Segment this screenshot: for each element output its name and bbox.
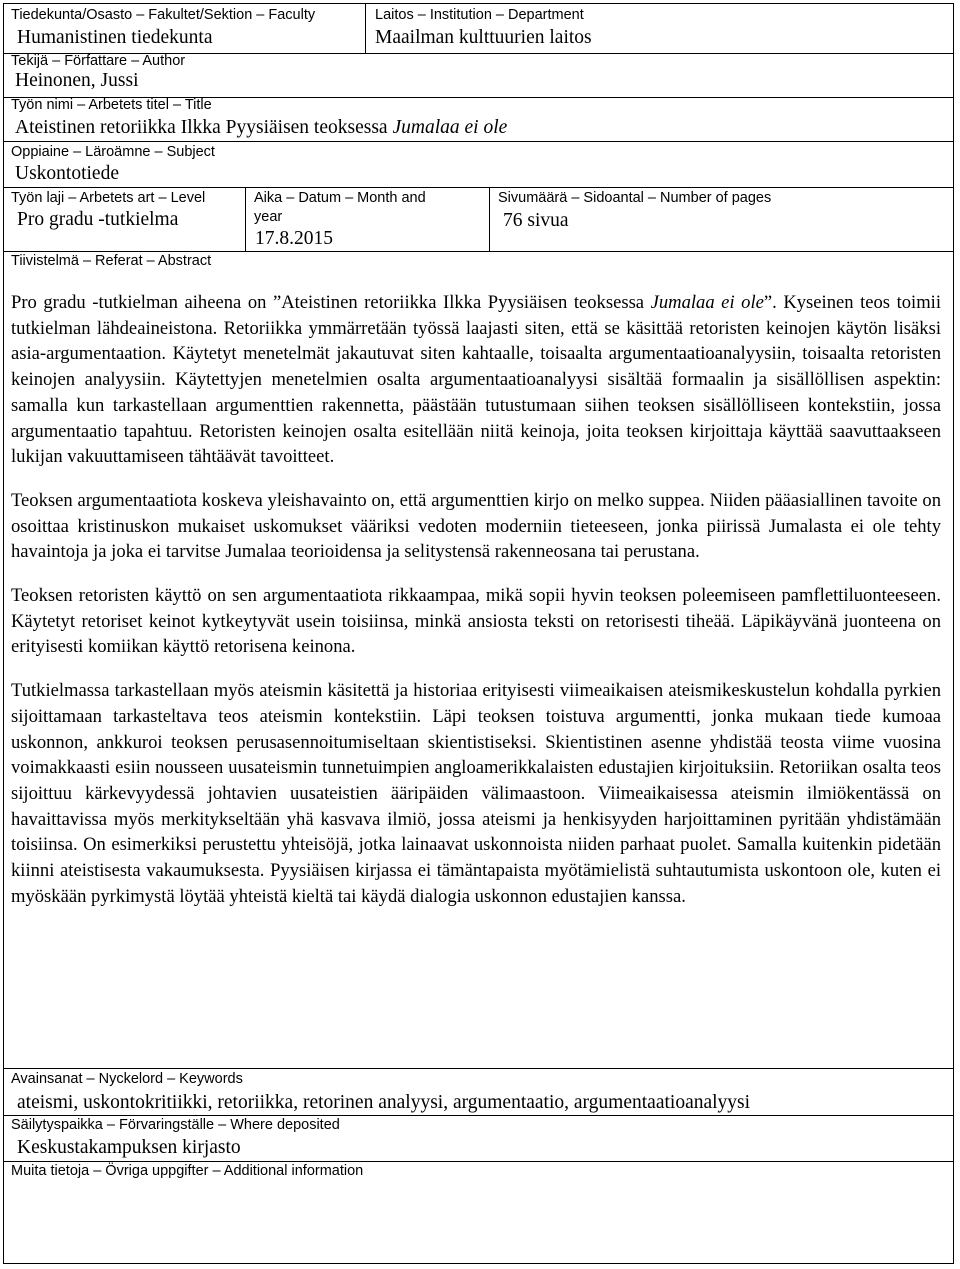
row-divider bbox=[3, 251, 954, 252]
title-label: Työn nimi – Arbetets titel – Title bbox=[11, 97, 212, 113]
abstract-body bbox=[11, 290, 941, 927]
level-value: Pro gradu -tutkielma bbox=[17, 209, 179, 230]
row-divider bbox=[3, 187, 954, 188]
faculty-value: Humanistinen tiedekunta bbox=[17, 27, 213, 48]
row-divider bbox=[3, 1161, 954, 1162]
abstract-paragraph: Teoksen argumentaatiota koskeva yleishavainto on, että argumenttien kirjo on melko suppea. Niiden pääasiallinen tavoite on osoittaa kristinuskon mukaiset uskomukset vääriksi vedoten moderniin tieteeseen, jonka piirissä Jumalasta ei ole tehty havaintoja ja joka ei tarvitse Jumalaa teorioidensa ja selitystensä rakenneosana tai perustana. bbox=[11, 489, 941, 563]
abstract-paragraph: Tutkielmassa tarkastellaan myös ateismin käsitettä ja historiaa erityisesti viimeaikaisen ateismikeskustelun kohdalla pyrkien sijoittamaan tarkasteltava teos ateismin kontekstiin. Läpi teoksen toistuva argumentti, jonka mukaan tiede kumoaa uskonnon, ankkuroi teoksen perusasennoitumiseltaan skientistiseksi. Skientistinen asenne yhdistää teosta viime vuosina voimakkaasti esiin nousseen uusateismin tunnetuimpien angloamerikkalaisten edustajien kirjoituksiin. Retoriikan osalta teos sijoittuu kärkevyydessä johtavien uusateistien ääripäiden välimaastoon. Viimeaikaisessa ateismin ilmiökentässä on havaittavissa myös merkitykseltään yhä kasvava ilmiö, jossa ateismi ja henkisyyden harjoittaminen pyritään yhdistämään toisiinsa. On esimerkiksi perustettu yhteisöjä, jotka lainaavat uskonnoista niiden parhaat puolet. Samalla kuitenkin pidetään kiinni ateistisesta vakaumuksesta. Pyysiäisen kirjassa ei tämäntapaista myötämielistä suhtautumista uskontoon ole, kuten ei myöskään pyrkimystä löytää yhteistä kieltä tai käydä dialogia uskonnon edustajien kanssa. bbox=[11, 680, 941, 907]
thesis-title bbox=[15, 117, 507, 139]
row-divider bbox=[3, 141, 954, 142]
date-pages-divider bbox=[489, 187, 490, 251]
date-label-year: year bbox=[254, 209, 283, 225]
abstract-text: ”. Kyseinen teos toimii tutkielman lähdeaineistona. Retoriikka ymmärretään työssä laajasti siten, että se käsittää retoristen keinojen käytön lisäksi asia-argumentaation. Käytetyt menetelmät jakautuvat siten kahtaalle, toisaalta argumentaatioanalyysiin, toisaalta retoristen keinojen analyysiin. Käytettyjen menetelmien osalta argumentaatioanalyysi sisältää formaalin ja sisällöllisen aspektin: samalla kun tarkastellaan argumenttien rakennetta, päästään tutustumaan siihen teoksen sisällölliseen kontekstiin, jossa argumentaatio tapahtuu. Retoristen keinojen osalta esitellään niitä keinoja, joita teoksen kirjoittaja käyttää saavuttaakseen lukijan vakuuttamiseen tähtäävät tavoitteet. bbox=[11, 292, 942, 468]
department-label: Laitos – Institution – Department bbox=[375, 7, 584, 23]
level-date-divider bbox=[245, 187, 246, 251]
thesis-title-book: Jumalaa ei ole bbox=[392, 117, 508, 138]
row-divider bbox=[3, 1068, 954, 1069]
faculty-department-divider bbox=[365, 3, 366, 54]
deposited-value: Keskustakampuksen kirjasto bbox=[17, 1137, 241, 1158]
date-label: Aika – Datum – Month and bbox=[254, 190, 426, 206]
abstract-paragraph bbox=[11, 290, 941, 470]
subject-value: Uskontotiede bbox=[15, 163, 119, 184]
author-value: Heinonen, Jussi bbox=[15, 70, 139, 91]
abstract-text: Pro gradu -tutkielman aiheena on ”Ateistinen retoriikka Ilkka Pyysiäisen teoksessa bbox=[11, 292, 651, 313]
abstract-book-title: Jumalaa ei ole bbox=[650, 292, 764, 313]
faculty-label: Tiedekunta/Osasto – Fakultet/Sektion – Faculty bbox=[11, 7, 316, 23]
pages-label: Sivumäärä – Sidoantal – Number of pages bbox=[498, 190, 772, 206]
author-label: Tekijä – Författare – Author bbox=[11, 53, 186, 69]
keywords-label: Avainsanat – Nyckelord – Keywords bbox=[11, 1071, 243, 1087]
department-value: Maailman kulttuurien laitos bbox=[375, 27, 592, 48]
pages-value: 76 sivua bbox=[503, 210, 569, 231]
keywords-value: ateismi, uskontokritiikki, retoriikka, retorinen analyysi, argumentaatio, argumentaatioanalyysi bbox=[17, 1092, 751, 1113]
abstract-label: Tiivistelmä – Referat – Abstract bbox=[11, 253, 212, 269]
additional-info-label: Muita tietoja – Övriga uppgifter – Additional information bbox=[11, 1163, 364, 1179]
subject-label: Oppiaine – Läroämne – Subject bbox=[11, 144, 215, 160]
level-label: Työn laji – Arbetets art – Level bbox=[11, 190, 206, 206]
row-divider bbox=[3, 1115, 954, 1116]
date-value: 17.8.2015 bbox=[255, 228, 333, 249]
thesis-title-text: Ateistinen retoriikka Ilkka Pyysiäisen teoksessa bbox=[15, 117, 388, 138]
abstract-paragraph: Teoksen retoristen käyttö on sen argumentaatiota rikkaampaa, mikä sopii hyvin teoksen poleemiseen pamflettiluonteeseen. Käytetyt retoriset keinot kytkeytyvät usein toisiinsa, minkä ansiosta teksti on retorisesti tiheää. Läpikäyvänä juonteena on erityisesti komiikan käyttö retorisena keinona. bbox=[11, 585, 941, 658]
deposited-label: Säilytyspaikka – Förvaringställe – Where deposited bbox=[11, 1117, 340, 1133]
